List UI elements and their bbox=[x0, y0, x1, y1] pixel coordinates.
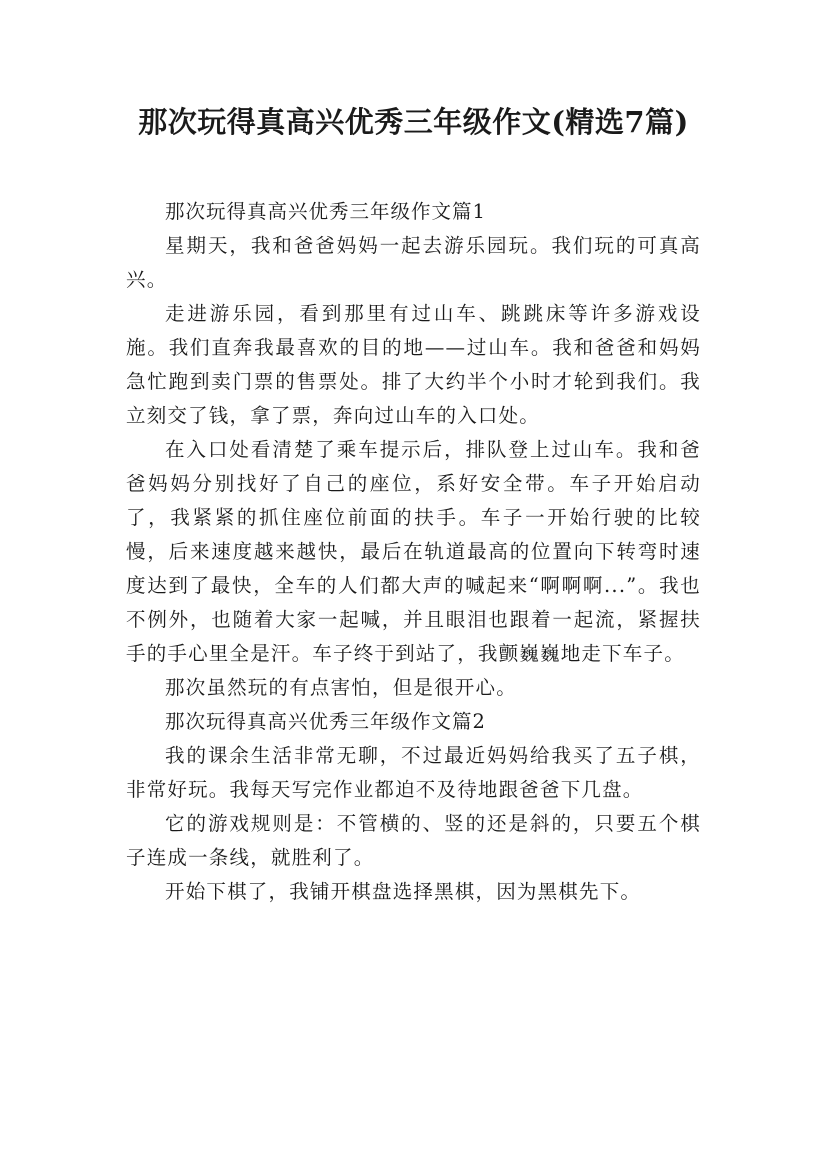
paragraph: 走进游乐园，看到那里有过山车、跳跳床等许多游戏设施。我们直奔我最喜欢的目的地——过山车。我和爸爸和妈妈急忙跑到卖门票的售票处。排了大约半个小时才轮到我们。我立刻交了钱，拿了票，奔向过山车的入口处。 bbox=[126, 302, 701, 427]
document-body bbox=[126, 195, 701, 909]
paragraph: 它的游戏规则是：不管横的、竖的还是斜的，只要五个棋子连成一条线，就胜利了。 bbox=[126, 812, 701, 869]
paragraph: 我的课余生活非常无聊，不过最近妈妈给我买了五子棋，非常好玩。我每天写完作业都迫不及待地跟爸爸下几盘。 bbox=[126, 744, 701, 801]
section-heading-2: 那次玩得真高兴优秀三年级作文篇2 bbox=[165, 710, 486, 733]
paragraph: 在入口处看清楚了乘车提示后，排队登上过山车。我和爸爸妈妈分别找好了自己的座位，系好安全带。车子开始启动了，我紧紧的抓住座位前面的扶手。车子一开始行驶的比较慢，后来速度越来越快，最后在轨道最高的位置向下转弯时速度达到了最快，全车的人们都大声的喊起来“啊啊啊...”。我也不例外，也随着大家一起喊，并且眼泪也跟着一起流，紧握扶手的手心里全是汗。车子终于到站了，我颤巍巍地走下车子。 bbox=[126, 438, 701, 665]
paragraph: 星期天，我和爸爸妈妈一起去游乐园玩。我们玩的可真高兴。 bbox=[126, 234, 701, 291]
paragraph: 那次虽然玩的有点害怕，但是很开心。 bbox=[165, 676, 517, 699]
document-title: 那次玩得真高兴优秀三年级作文(精选7篇) bbox=[138, 105, 689, 139]
section-heading-1: 那次玩得真高兴优秀三年级作文篇1 bbox=[165, 200, 486, 223]
paragraph: 开始下棋了，我铺开棋盘选择黑棋，因为黑棋先下。 bbox=[165, 880, 642, 903]
